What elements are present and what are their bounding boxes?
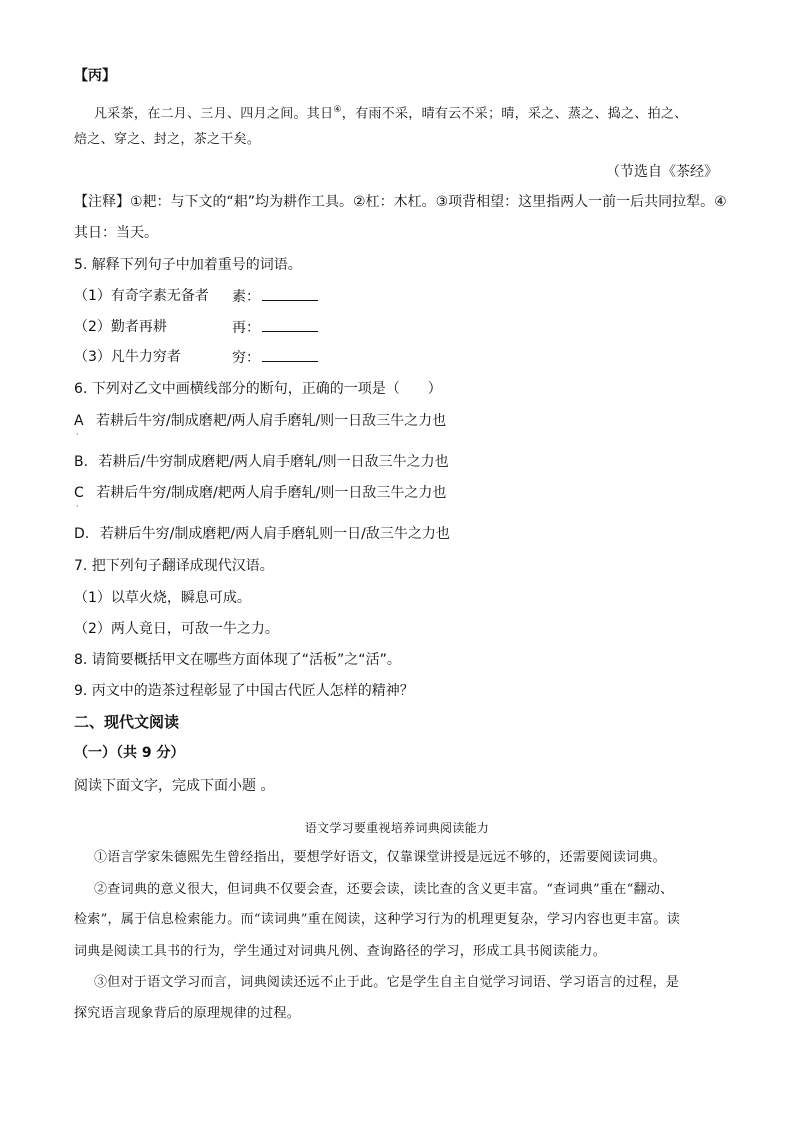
q6-option-b-text: 若耕后/牛穷制成磨耙/两人肩手磨轧/则一日敌三牛之力也 [98, 454, 449, 470]
q5-item-1-sentence: （1）有奇字素无备者 [74, 288, 209, 304]
q5-item-2-sentence: （2）勤者再耕 [74, 319, 167, 335]
footnote-4-marker: ④ [333, 105, 342, 115]
q5-item-2-answer [232, 317, 318, 338]
q6-option-b-letter: B. [74, 454, 89, 470]
para-line1-b: ，有雨不采，晴有云不采；晴，采之、蒸之、捣之、拍之、 [341, 106, 688, 122]
section-bing-source: （节选自《茶经》 [606, 164, 718, 180]
question-7-stem: 7. 把下列句子翻译成现代汉语。 [74, 558, 274, 574]
para-line1-a: 凡采茶，在二月、三月、四月之间。其日 [94, 106, 334, 122]
q5-item-2 [74, 317, 167, 337]
article-para-3-line-2: 探究语言现象背后的原理规律的过程。 [74, 1006, 301, 1021]
q5-item-1-label: 素： [232, 289, 260, 305]
q5-item-1-blank[interactable] [262, 286, 318, 301]
section-bing-heading: 【丙】 [74, 68, 116, 84]
section-bing-para-line1 [94, 100, 688, 124]
question-8-stem: 8. 请简要概括甲文在哪些方面体现了“活板”之“活”。 [74, 652, 401, 668]
article-para-2-line-2: 检索”，属于信息检索能力。而“读词典”重在阅读，这种学习行为的机理更复杂，学习内容也更丰富。读 [74, 912, 681, 927]
q6-option-a[interactable] [74, 411, 447, 439]
notes-line2: 其日：当天。 [74, 225, 158, 241]
question-5-stem: 5. 解释下列句子中加着重号的词语。 [74, 257, 302, 273]
q5-item-3 [74, 347, 181, 367]
q7-item-1: （1）以草火烧，瞬息可成。 [74, 590, 251, 606]
article-para-1-line-1: ①语言学家朱德熙先生曾经指出，要想学好语文，仅靠课堂讲授是远远不够的，还需要阅读词典。 [94, 850, 666, 865]
q6-option-a-text: 若耕后牛穷/制成磨耙/两人肩手磨轧/则一日敌三牛之力也 [96, 413, 447, 429]
part-2-subheading: （一）（共 9 分） [74, 745, 185, 761]
section-bing-para-line2: 焙之、穿之、封之，茶之干矣。 [74, 132, 261, 147]
article-para-2-line-1: ②查词典的意义很大，但词典不仅要会查，还要会读，读比查的含义更丰富。“查词典”重在“翻动、 [94, 882, 674, 897]
q6-option-d[interactable] [74, 524, 450, 544]
q5-item-2-blank[interactable] [262, 317, 318, 332]
article-title: 语文学习要重视培养词典阅读能力 [304, 821, 490, 835]
q5-item-3-sentence: （3）凡牛力穷者 [74, 349, 181, 365]
q6-option-d-text: 若耕后牛穷/制成磨耙/两人肩手磨轧则一日/敌三牛之力也 [99, 526, 450, 542]
article-para-2-line-3: 词典是阅读工具书的行为，学生通过对词典凡例、查询路径的学习，形成工具书阅读能力。 [74, 944, 607, 959]
q5-item-2-label: 再： [232, 320, 260, 336]
question-6-stem: 6. 下列对乙文中画横线部分的断句，正确的一项是（ ） [74, 381, 442, 397]
q6-option-c[interactable] [74, 483, 447, 511]
q5-item-1 [74, 286, 209, 306]
q6-option-c-letter: C · [74, 485, 84, 511]
q5-item-3-answer [232, 347, 318, 368]
q6-option-d-letter: D. [74, 526, 90, 542]
part-2-instruction: 阅读下面文字，完成下面小题 。 [74, 778, 275, 794]
q6-option-c-text: 若耕后牛穷/制成磨/耙两人肩手磨轧/则一日敌三牛之力也 [96, 485, 447, 501]
q5-item-1-answer [232, 286, 318, 307]
q5-item-3-blank[interactable] [262, 347, 318, 362]
notes-line1: 【注释】①耙：与下文的“耜”均为耕作工具。②杠：木杠。③项背相望：这里指两人一前一后共同拉犁。④ [74, 194, 727, 210]
q6-option-b[interactable] [74, 452, 449, 472]
q7-item-2: （2）两人竟日，可敌一牛之力。 [74, 621, 279, 637]
part-2-heading: 二、现代文阅读 [74, 713, 180, 731]
question-9-stem: 9. 丙文中的造茶过程彰显了中国古代匠人怎样的精神？ [74, 683, 414, 699]
q5-item-3-label: 穷： [232, 350, 260, 366]
q6-option-a-letter: A · [74, 413, 84, 439]
article-para-3-line-1: ③但对于语文学习而言，词典阅读还远不止于此。它是学生自主自觉学习词语、学习语言的过程，是 [94, 975, 680, 990]
